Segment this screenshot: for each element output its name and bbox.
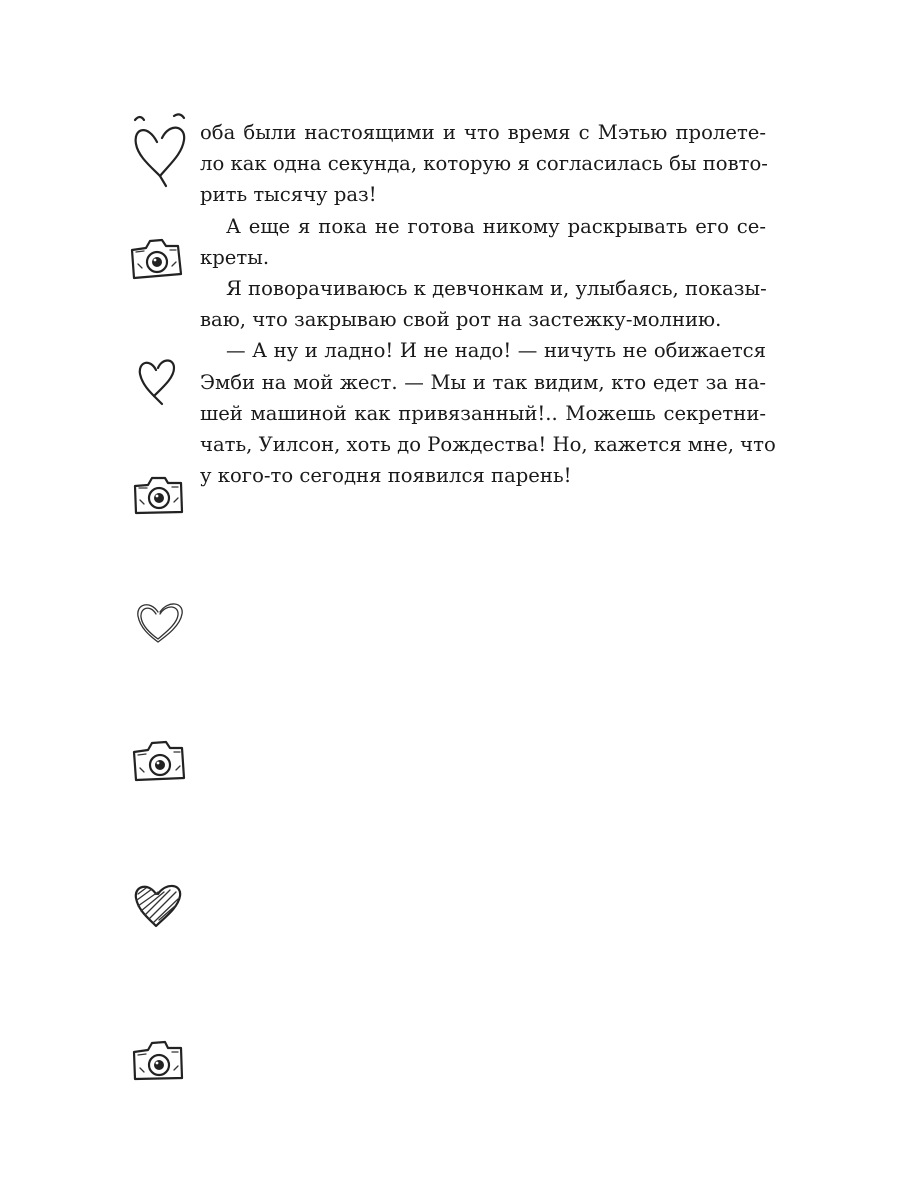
camera-icon xyxy=(130,1038,186,1086)
heart-outline-icon xyxy=(134,598,186,646)
text-line: шей машиной как привязанный!.. Можешь секретни- xyxy=(200,401,766,425)
text-line: ваю, что закрываю свой рот на застежку-молнию. xyxy=(200,308,722,332)
body-text xyxy=(200,117,776,491)
text-line: чать, Уилсон, хоть до Рождества! Но, кажется мне, что xyxy=(200,432,776,456)
text-line: ло как одна секунда, которую я согласилась бы повто- xyxy=(200,152,768,176)
heart-doodle-icon xyxy=(130,112,190,192)
heart-hatched-icon xyxy=(132,880,184,930)
text-line: А еще я пока не готова никому раскрывать его се- xyxy=(226,214,766,238)
camera-icon xyxy=(128,236,184,284)
text-line: креты. xyxy=(200,245,270,269)
text-line: Я поворачиваюсь к девчонкам и, улыбаясь, показы- xyxy=(226,276,767,300)
text-line: Эмби на мой жест. — Мы и так видим, кто едет за на- xyxy=(200,370,766,394)
heart-outline-icon xyxy=(136,352,180,406)
text-line: у кого-то сегодня появился парень! xyxy=(200,464,572,488)
camera-icon xyxy=(130,738,188,786)
camera-icon xyxy=(132,474,186,520)
text-line: оба были настоящими и что время с Мэтью пролете- xyxy=(200,121,766,144)
text-line: — А ну и ладно! И не надо! — ничуть не обижается xyxy=(226,339,766,363)
text-line: рить тысячу раз! xyxy=(200,183,377,207)
